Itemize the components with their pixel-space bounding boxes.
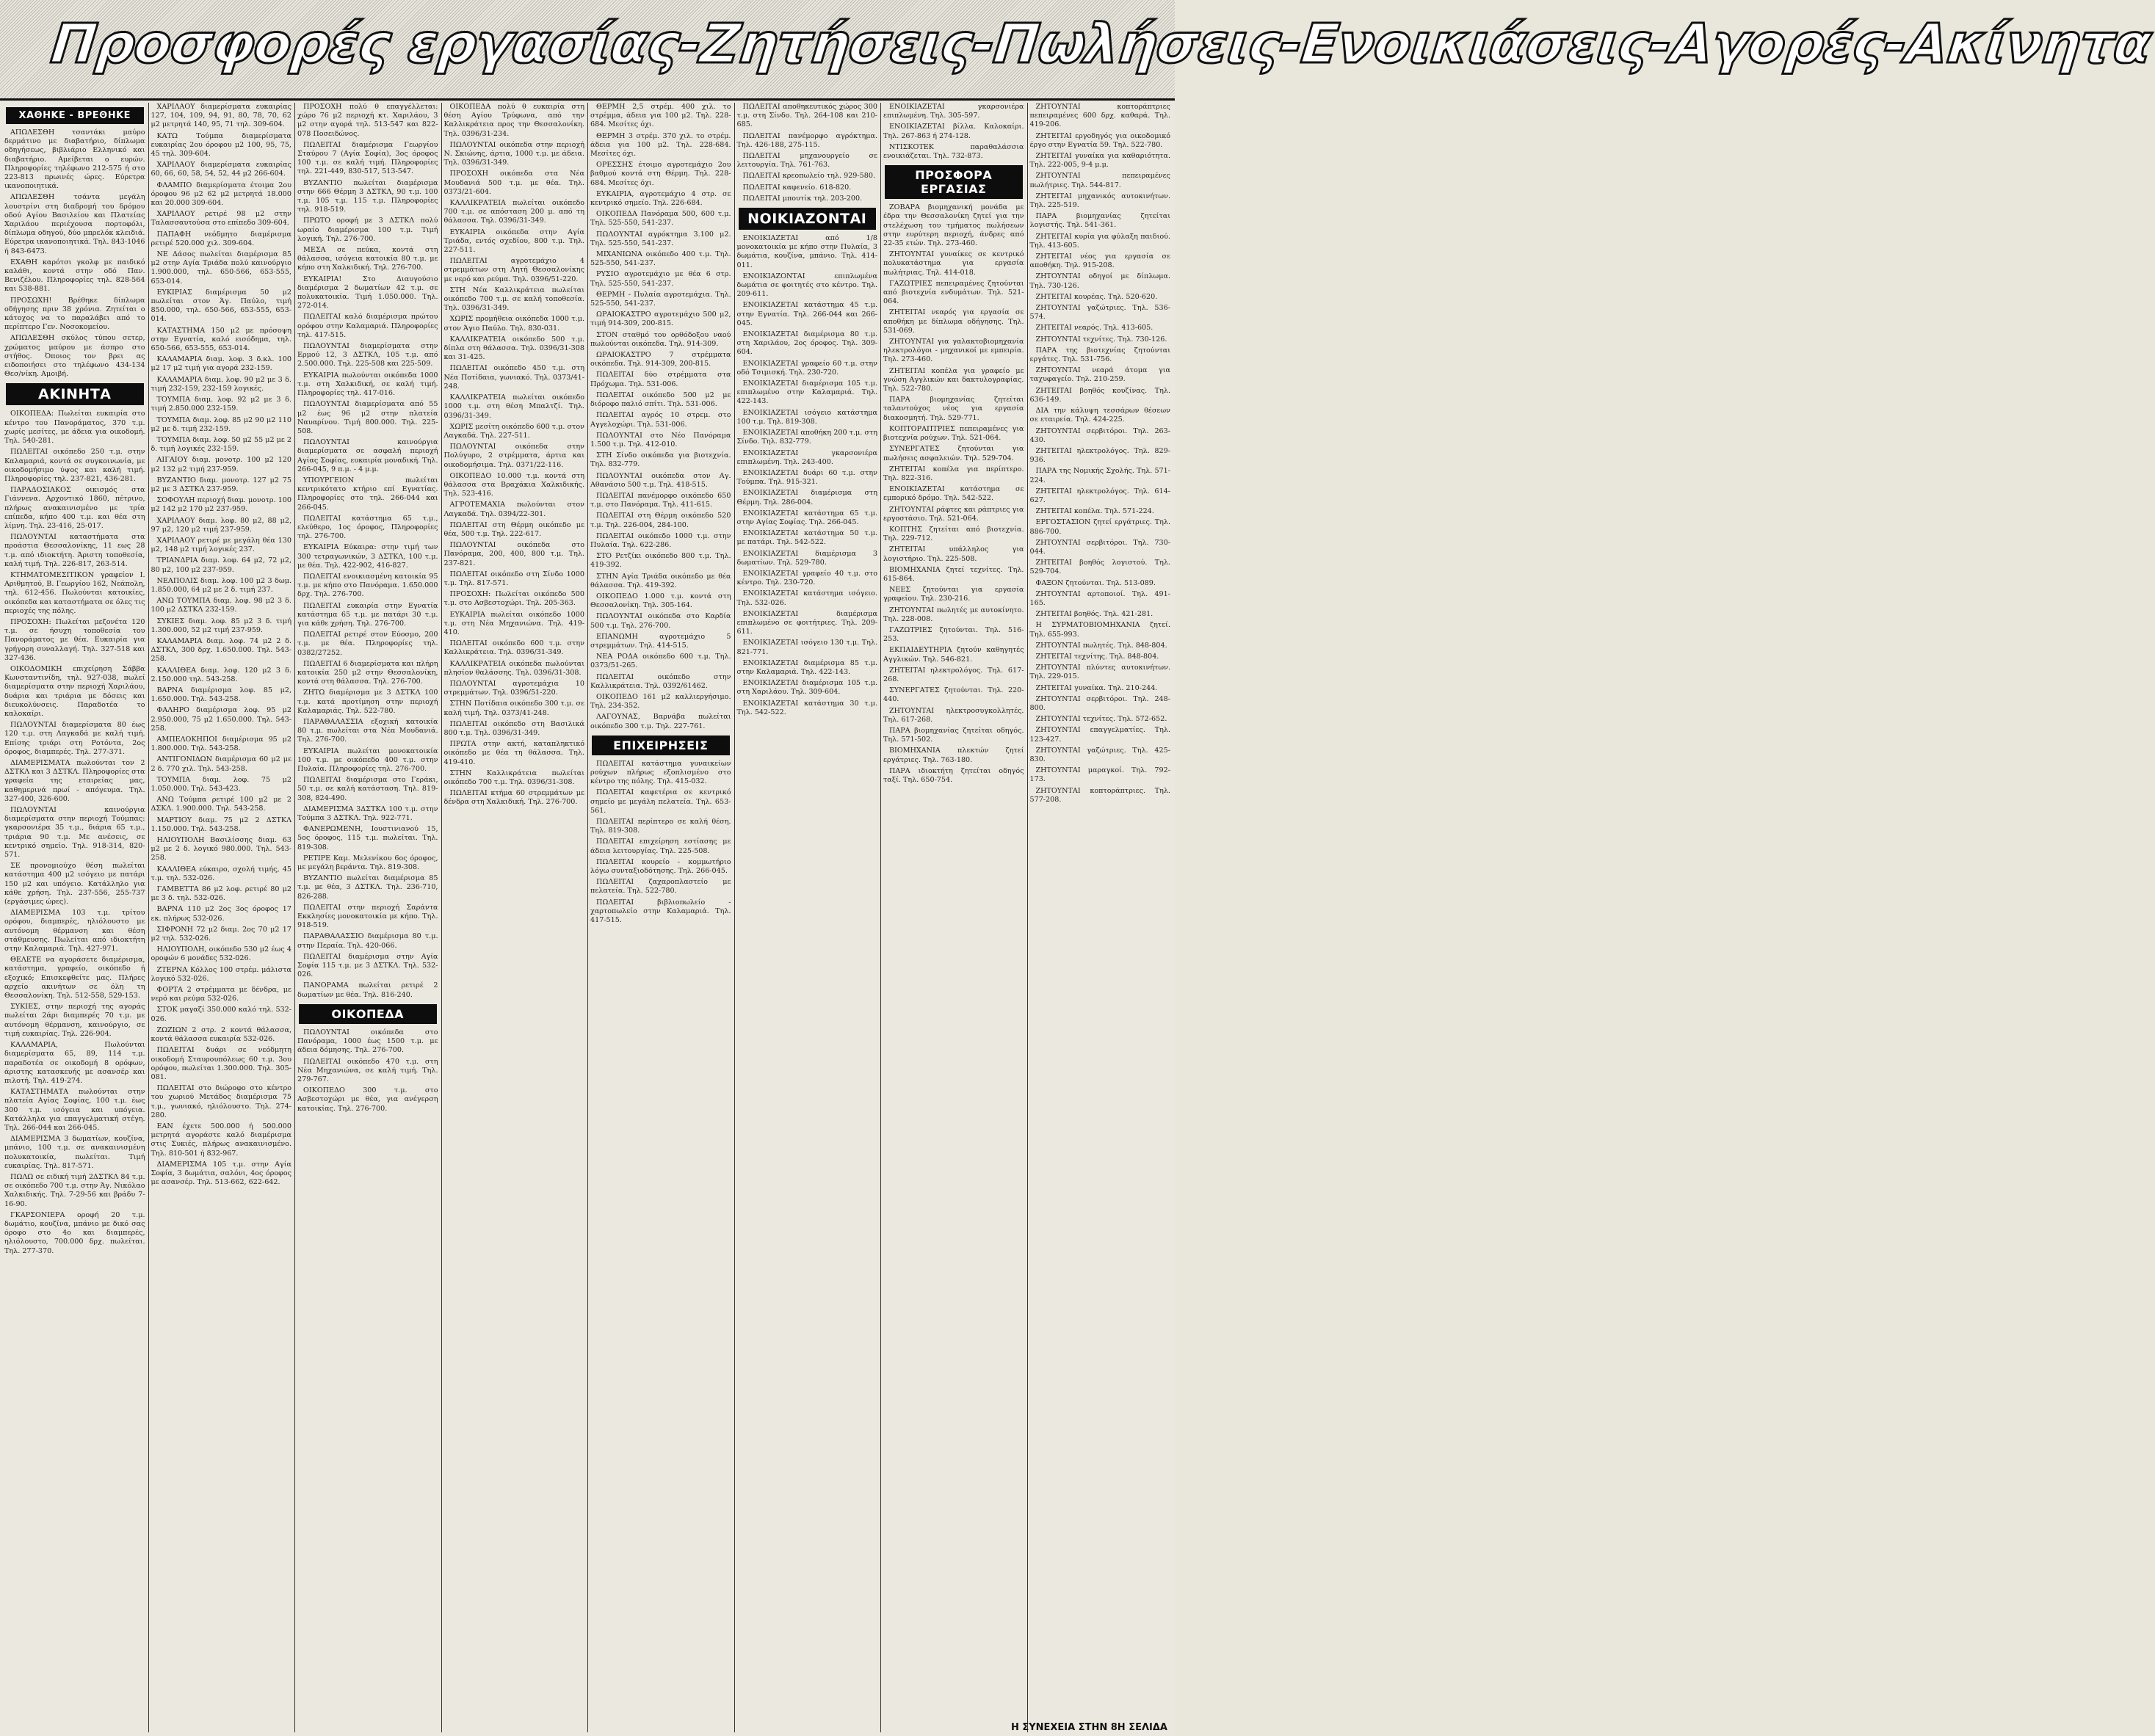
- classified-ad: ΟΙΚΟΔΟΜΙΚΗ επιχείρηση Σάββα Κωνσταντινίδη, τηλ. 927-038, πωλεί διαμερίσματα στην περιοχή Χαριλάου, δυάρια και τριάρια με δόσεις και διευκολύνσεις. Παραδοτέα το καλοκαίρι.: [4, 664, 145, 718]
- classified-ad: ΑΝΩ ΤΟΥΜΠΑ διαμ. λοφ. 98 μ2 3 δ. 100 μ2 ΔΣΤΚΛ 232-159.: [151, 597, 291, 614]
- classified-ad: ΔΙΑΜΕΡΙΣΜΑ 3 δωματίων, κουζίνα, μπάνιο, 100 τ.μ. σε ανακαινισμένη πολυκατοικία, πωλείται. Τιμή ευκαιρίας. Τηλ. 817-571.: [4, 1135, 145, 1170]
- classified-ad: ΚΑΛΛΙΚΡΑΤΕΙΑ οικόπεδα πωλούνται πλησίον θαλάσσης. Τηλ. 0396/31-308.: [443, 659, 584, 677]
- classified-ad: ΚΑΛΛΙΚΡΑΤΕΙΑ πωλείται οικόπεδο 1000 τ.μ. στη θέση Μπαλτζί. Τηλ. 0396/31-349.: [443, 393, 584, 420]
- classified-ad: ΒΙΟΜΗΧΑΝΙΑ ζητεί τεχνίτες. Τηλ. 615-864.: [883, 565, 1024, 583]
- classified-ad: ΑΙΓΑΙΟΥ διαμ. μονοτρ. 100 μ2 120 μ2 132 μ2 τιμή 237-959.: [151, 456, 291, 473]
- classified-ad: ΖΗΤΕΙΤΑΙ κουρέας. Τηλ. 520-620.: [1035, 292, 1158, 301]
- classified-ad: ΖΗΤΕΙΤΑΙ υπάλληλος για λογιστήριο. Τηλ. 225-508.: [883, 545, 1024, 563]
- classified-ad: ΕΝΟΙΚΙΑΖΕΤΑΙ κατάστημα 65 τ.μ. στην Αγίας Σοφίας. Τηλ. 266-045.: [736, 509, 877, 526]
- classified-ad: ΖΗΤΕΙΤΑΙ νεαρός για εργασία σε αποθήκη με δίπλωμα οδήγησης. Τηλ. 531-069.: [883, 308, 1024, 335]
- classified-ad: ΠΩΛΕΙΤΑΙ κτήμα 60 στρεμμάτων με δένδρα στη Χαλκιδική. Τηλ. 276-700.: [443, 789, 584, 807]
- classified-ad: ΘΕΛΕΤΕ να αγοράσετε διαμέρισμα, κατάστημα, γραφείο, οικόπεδο ή εξοχικό; Επισκεφθείτε μας. Πλήρες αρχείο ακινήτων σε όλη τη Θεσσαλονίκη. Τηλ. 512-558, 529-153.: [4, 956, 145, 1000]
- classified-ad: ΜΙΧΑΝΙΩΝΑ οικόπεδο 400 τ.μ. Τηλ. 525-550, 541-237.: [590, 250, 731, 268]
- classified-ad: ΣΤΟ Ρετζίκι οικόπεδο 800 τ.μ. Τηλ. 419-392.: [590, 552, 731, 570]
- classified-ad: ΠΡΟΣΟΧΗ: Πωλείται μεζονέτα 120 τ.μ. σε ήσυχη τοποθεσία του Πανοράματος με θέα. Ευκαιρία για γρήγορη συναλλαγή. Τηλ. 327-518 και 327-436.: [4, 617, 145, 662]
- classified-ad: ΕΥΚΑΙΡΙΑ οικόπεδα στην Αγία Τριάδα, εντός σχεδίου, 800 τ.μ. Τηλ. 227-511.: [443, 228, 584, 255]
- classified-ad: ΒΑΡΝΑ διαμέρισμα λοφ. 85 μ2, 1.650.000. Τηλ. 543-258.: [151, 686, 291, 704]
- classified-column: [151, 103, 292, 1732]
- classified-ad: ΠΩΛΕΙΤΑΙ επιχείρηση εστίασης με άδεια λειτουργίας. Τηλ. 225-508.: [590, 838, 731, 855]
- classified-ad: ΚΑΤΑΣΤΗΜΑ 150 μ2 με πρόσοψη στην Εγνατία, καλό εισόδημα, τηλ. 650-566, 653-555, 653-014.: [151, 326, 291, 353]
- classified-ad: ΖΗΤΕΙΤΑΙ κοπέλα για περίπτερο. Τηλ. 822-316.: [883, 465, 1024, 482]
- classified-ad: ΠΩΛΕΙΤΑΙ ευκαιρία στην Εγνατία κατάστημα 65 τ.μ. με πατάρι 30 τ.μ. για κάθε χρήση. Τηλ. 276-700.: [297, 601, 438, 628]
- classified-ad: ΠΩΛΕΙΤΑΙ στην περιοχή Σαράντα Εκκλησίες μονοκατοικία με κήπο. Τηλ. 918-519.: [297, 903, 438, 930]
- classified-ad: ΖΗΤΟΥΝΤΑΙ οδηγοί με δίπλωμα. Τηλ. 730-126.: [1029, 272, 1170, 290]
- classified-ad: ΕΧΑΘΗ καρότσι γκολφ με παιδικό καλάθι, κοντά στην οδό Παν. Βενιζέλου. Πληροφορίες τηλ. 828-564 και 538-881.: [4, 258, 145, 294]
- classified-ad: ΚΑΛΑΜΑΡΙΑ διαμ. λοφ. 74 μ2 2 δ. ΔΣΤΚΛ, 300 δρχ. 1.650.000. Τηλ. 543-258.: [151, 636, 291, 664]
- classified-ad: ΠΩΛΟΥΝΤΑΙ οικόπεδα στην Πολύγυρο, 2 στρέμματα, άρτια και οικοδομήσιμα. Τηλ. 0371/22-116.: [443, 443, 584, 469]
- classified-ad: ΖΗΤΕΙΤΑΙ γυναίκα για καθαριότητα. Τηλ. 222-005, 9-4 μ.μ.: [1029, 152, 1170, 170]
- classified-ad: ΗΛΙΟΥΠΟΛΗ Βασιλίσσης διαμ. 63 μ2 με 2 δ. λογικό 980.000. Τηλ. 543-258.: [151, 836, 291, 862]
- classified-ad: ΠΩΛΕΙΤΑΙ βιβλιοπωλείο - χαρτοπωλείο στην Καλαμαριά. Τηλ. 417-515.: [590, 898, 731, 925]
- classified-ad: ΥΠΟΥΡΓΕΙΟΝ πωλείται κεντρικότατο κτήριο επί Εγνατίας. Πληροφορίες στο τηλ. 266-044 και 266-045.: [297, 476, 438, 512]
- classified-ad: ΟΙΚΟΠΕΔΟ 1.000 τ.μ. κοντά στη Θεσσαλονίκη. Τηλ. 305-164.: [590, 592, 731, 610]
- classified-ad: ΚΑΤΑΣΤΗΜΑΤΑ πωλούνται στην πλατεία Αγίας Σοφίας, 100 τ.μ. έως 300 τ.μ. ισόγεια και υπόγεια. Κατάλληλα για επαγγελματική στέγη. Τηλ. 266-044 και 266-045.: [4, 1088, 145, 1132]
- classified-ad: ΧΑΡΙΛΑΟΥ διαμ. λοφ. 80 μ2, 88 μ2, 97 μ2, 120 μ2 τιμή 237-959.: [151, 516, 291, 534]
- classified-ad: ΒΥΖΑΝΤΙΟ διαμ. μονοτρ. 127 μ2 75 μ2 με 3 ΔΣΤΚΛ 237-959.: [151, 476, 291, 493]
- classified-ad: ΝΕΑ ΡΟΔΑ οικόπεδο 600 τ.μ. Τηλ. 0373/51-265.: [590, 653, 731, 670]
- classified-ad: ΠΩΛΟΥΝΤΑΙ διαμερίσματα από 55 μ2 έως 96 μ2 στην πλατεία Ναυαρίνου. Τιμή 800.000. Τηλ. 225-508.: [297, 400, 438, 435]
- classified-ad: ΑΠΩΛΕΣΘΗ τσάντα μεγάλη λουστρίνι στη διαδρομή του δρόμου οδού Αγίου Βασιλείου και Πλατείας Χαριλάου περιέχουσα πορτοφόλι, δίπλωμα οδηγού, δύο μπρελόκ κλειδιά. Εύρετρα ικανοποιητικά. Τηλ. 843-1046 ή 843-6473.: [4, 193, 145, 255]
- classified-ad: ΠΑΠΑΦΗ νεόδμητο διαμέρισμα ρετιρέ 520.000 χιλ. 309-604.: [151, 230, 291, 247]
- classified-ad: ΣΟΦΟΥΛΗ περιοχή διαμ. μονοτρ. 100 μ2 142 μ2 170 μ2 237-959.: [151, 496, 291, 514]
- classified-ad: ΣΥΚΙΕΣ, στην περιοχή της αγοράς πωλείται 2άρι διαμπερές 70 τ.μ. με αυτόνομη θέρμανση, καινούργιο, σε τιμή ευκαιρίας. Τηλ. 226-904.: [4, 1003, 145, 1038]
- classified-ad: ΧΑΡΙΛΑΟΥ διαμερίσματα ευκαιρίας 60, 66, 60, 58, 54, 52, 44 μ2 266-604.: [151, 161, 291, 178]
- classified-ad: ΠΩΛΕΙΤΑΙ ενοικιασμένη κατοικία 95 τ.μ. με κήπο στο Πανόραμα. 1.650.000 δρχ. Τηλ. 276-700.: [297, 572, 438, 599]
- classified-ad: ΕΝΟΙΚΙΑΖΕΤΑΙ βίλλα. Καλοκαίρι. Τηλ. 267-863 ή 274-128.: [883, 123, 1024, 140]
- classified-ad: ΕΝΟΙΚΙΑΖΕΤΑΙ γραφείο 40 τ.μ. στο κέντρο. Τηλ. 230-720.: [736, 569, 877, 587]
- classified-ad: ΕΝΟΙΚΙΑΖΕΤΑΙ διαμέρισμα 105 τ.μ. στη Χαριλάου. Τηλ. 309-604.: [736, 679, 877, 697]
- classified-ad: ΕΥΚΑΙΡΙΑ Εύκαιρα: στην τιμή των 300 τετραγωνικών, 3 ΔΣΤΚΛ, 100 τ.μ. με θέα. Τηλ. 422-902, 416-827.: [297, 543, 438, 570]
- classified-ad: ΖΗΤΟΥΝΤΑΙ κοπτοράπτριες. Τηλ. 577-208.: [1029, 786, 1170, 804]
- classified-ad: ΖΗΤΟΥΝΤΑΙ πωλητές με αυτοκίνητο. Τηλ. 228-008.: [883, 606, 1024, 623]
- classified-ad: ΕΝΟΙΚΙΑΖΕΤΑΙ κατάστημα 30 τ.μ. Τηλ. 542-522.: [736, 699, 877, 716]
- classified-ad: ΟΙΚΟΠΕΔΟ 300 τ.μ. στο Ασβεστοχώρι με θέα, για ανέγερση κατοικίας. Τηλ. 276-700.: [297, 1086, 438, 1113]
- classified-ad: ΣΤΗΝ Ποτίδαια οικόπεδο 300 τ.μ. σε καλή τιμή. Τηλ. 0373/41-248.: [443, 700, 584, 717]
- classified-ad: ΠΩΛΕΙΤΑΙ δυάρι σε νεόδμητη οικοδομή Σταυρουπόλεως 60 τ.μ. 3ου ορόφου, πωλείται 1.300.000. Τηλ. 305-081.: [151, 1046, 291, 1081]
- classified-ad: ΠΩΛΕΙΤΑΙ κατάστημα γυναικείων ρούχων πλήρως εξοπλισμένο στο κέντρο της πόλης. Τηλ. 415-032.: [590, 759, 731, 786]
- classified-ad: ΠΑΝΟΡΑΜΑ πωλείται ρετιρέ 2 δωματίων με θέα. Τηλ. 816-240.: [297, 981, 438, 999]
- classified-ad: ΠΩΛΟΥΝΤΑΙ οικόπεδα στον Αγ. Αθανάσιο 500 τ.μ. Τηλ. 418-515.: [590, 471, 731, 489]
- classified-ad: ΔΙΑΜΕΡΙΣΜΑ 105 τ.μ. στην Αγία Σοφία, 3 δωμάτια, σαλόνι, 4ος όροφος με ασανσέρ. Τηλ. 513-662, 622-642.: [151, 1160, 291, 1187]
- classified-ad: ΟΙΚΟΠΕΔΑ πολύ θ ευκαιρία στη θέση Αγίου Τρύφωνα, από την Καλλικράτεια προς την Θεσσαλονίκη. Τηλ. 0396/31-234.: [443, 103, 584, 138]
- classified-ad: ΟΙΚΟΠΕΔΑ: Πωλείται ευκαιρία στο κέντρο του Πανοράματος, 370 τ.μ. χωρίς μεσίτες, με άδεια για οικοδομή. Τηλ. 540-281.: [4, 410, 145, 446]
- classified-ad: ΕΝΟΙΚΙΑΖΕΤΑΙ διαμέρισμα 85 τ.μ. στην Καλαμαριά. Τηλ. 422-143.: [736, 658, 877, 676]
- classified-ad: ΛΑΓΟΥΝΑΣ, Βαρνάβα πωλείται οικόπεδο 300 τ.μ. Τηλ. 227-761.: [590, 713, 731, 730]
- column-rule: [1027, 103, 1028, 1732]
- classified-ad: ΣΥΚΙΕΣ διαμ. λοφ. 85 μ2 3 δ. τιμή 1.300.000, 52 μ2 τιμή 237-959.: [151, 617, 291, 634]
- classified-ad: ΜΕΣΑ σε πεύκα, κοντά στη θάλασσα, ισόγεια κατοικία 80 τ.μ. με κήπο στη Χαλκιδική. Τηλ. 276-700.: [297, 246, 438, 272]
- classified-ad: ΖΗΤΕΙΤΑΙ κοπέλα για γραφείο με γνώση Αγγλικών και δακτυλογραφίας. Τηλ. 522-780.: [883, 366, 1024, 393]
- classified-ad: ΖΗΤΟΥΝΤΑΙ τεχνίτες. Τηλ. 730-126.: [1035, 335, 1167, 344]
- classified-column: [4, 103, 145, 1732]
- classified-ad: ΠΩΛΟΥΝΤΑΙ στο Νέο Πανόραμα 1.500 τ.μ. Τηλ. 412-010.: [590, 431, 731, 448]
- classified-ad: ΠΩΛΕΙΤΑΙ 6 διαμερίσματα και πλήρη κατοικία 250 μ2 στην Θεσσαλονίκη, κοντά στη θάλασσα. Τηλ. 276-700.: [297, 659, 438, 686]
- classified-ad: ΧΩΡΙΣ μεσίτη οικόπεδο 600 τ.μ. στον Λαγκαδά. Τηλ. 227-511.: [443, 422, 584, 440]
- classified-ad: ΠΩΛΟΥΝΤΑΙ οικόπεδα στην περιοχή Ν. Σκιώνης, άρτια, 1000 τ.μ. με άδεια. Τηλ. 0396/31-349.: [443, 140, 584, 167]
- classified-ad: ΘΕΡΜΗ 3 στρέμ. 370 χιλ. το στρέμ. άδεια για 100 μ2. Τηλ. 228-684. Μεσίτες όχι.: [590, 131, 731, 159]
- classified-ad: ΠΩΛΕΙΤΑΙ διαμέρισμα στο Γεράκι, 50 τ.μ. σε καλή κατάσταση. Τηλ. 819-308, 824-490.: [297, 776, 438, 802]
- classified-ad: ΣΙΦΡΟΝΗ 72 μ2 διαμ. 2ος 70 μ2 17 μ2 τηλ. 532-026.: [151, 925, 291, 943]
- classified-column: [737, 103, 878, 1732]
- classified-ad: ΚΟΠΤΗΣ ζητείται από βιοτεχνία. Τηλ. 229-712.: [883, 525, 1024, 543]
- classified-ad: ΖΗΤΟΥΝΤΑΙ γαζώτριες. Τηλ. 536-574.: [1029, 304, 1170, 322]
- classified-ad: ΖΗΤΟΥΝΤΑΙ αρτοποιοί. Τηλ. 491-165.: [1029, 589, 1170, 607]
- classified-ad: ΖΗΤΕΙΤΑΙ ηλεκτρολόγος. Τηλ. 829-936.: [1029, 446, 1170, 465]
- classified-ad: ΖΗΤΟΥΝΤΑΙ ηλεκτροσυγκολλητές. Τηλ. 617-268.: [883, 706, 1024, 724]
- classified-ad: ΚΑΛΛΙΘΕΑ εύκαιρο, σχολή τιμής, 45 τ.μ. τηλ. 532-026.: [151, 865, 291, 882]
- classified-ad: ΒΥΖΑΝΤΙΟ πωλείται διαμέρισμα 85 τ.μ. με θέα, 3 ΔΣΤΚΛ. Τηλ. 236-710, 826-288.: [297, 874, 438, 901]
- classified-ad: ΠΩΛΟΥΝΤΑΙ καινούργια διαμερίσματα σε ασφαλή περιοχή Αγίας Σοφίας, ευκαιρία μοναδική. Τηλ. 266-045, 9 π.μ. - 4 μ.μ.: [297, 438, 438, 473]
- column-rule: [148, 103, 149, 1732]
- classified-ad: ΠΩΛΕΙΤΑΙ οικόπεδο 250 τ.μ. στην Καλαμαριά, κοντά σε συγκοινωνία, με οικοδομήσιμο ύψος και καλή τιμή. Πληροφορίες τηλ. 237-821, 436-281.: [4, 448, 145, 483]
- classified-ad: ΩΡΑΙΟΚΑΣΤΡΟ αγροτεμάχιο 500 μ2, τιμή 914-309, 200-815.: [590, 310, 731, 328]
- classified-ad: ΖΤΕΡΝΑ Κόλλος 100 στρέμ. μάλιστα λογικό 532-026.: [151, 965, 291, 983]
- classified-ad: ΤΟΥΜΠΑ διαμ. λοφ. 75 μ2 1.050.000. Τηλ. 543-423.: [151, 775, 291, 793]
- classified-ad: ΣΤΗΝ Αγία Τριάδα οικόπεδο με θέα θάλασσα. Τηλ. 419-392.: [590, 572, 731, 589]
- classified-ad: ΠΩΛΕΙΤΑΙ αγρός 10 στρεμ. στο Αγγελοχώρι. Τηλ. 531-006.: [590, 411, 731, 429]
- classified-column: [1030, 103, 1171, 1732]
- classified-ad: ΤΟΥΜΠΑ διαμ. λοφ. 50 μ2 55 μ2 με 2 δ. τιμή λογικές 232-159.: [151, 435, 291, 454]
- column-rule: [441, 103, 442, 1732]
- classified-ad: ΠΩΛΕΙΤΑΙ πανέμορφο αγρόκτημα. Τηλ. 426-188, 275-115.: [736, 131, 877, 149]
- classified-ad: ΠΑΡΑΔΟΣΙΑΚΟΣ οικισμός στα Γιάννενα. Αρχοντικό 1860, πέτρινο, πλήρως ανακαινισμένο με τρία επίπεδα, κήπο 400 τ.μ. και θέα στη λίμνη. Τηλ. 23-416, 25-017.: [4, 486, 145, 530]
- classified-ad: ΖΗΤΕΙΤΑΙ κοπέλα. Τηλ. 571-224.: [1035, 507, 1154, 516]
- classified-ad: ΖΗΤΟΥΝΤΑΙ ράφτες και ράπτριες για εργοστάσιο. Τηλ. 521-064.: [883, 505, 1024, 523]
- classified-ad: ΝΕ Δάσος πωλείται διαμέρισμα 85 μ2 στην Αγία Τριάδα πολύ καινούργιο 1.900.000, τηλ. 650-566, 653-555, 653-014.: [151, 250, 291, 286]
- classified-ad: ΔΙΑΜΕΡΙΣΜΑ 3ΔΣΤΚΛ 100 τ.μ. στην Τούμπα 3 ΔΣΤΚΛ. Τηλ. 922-771.: [297, 805, 438, 823]
- classified-ad: ΦΟΡΤΑ 2 στρέμματα με δένδρα, με νερό και ρεύμα 532-026.: [151, 986, 291, 1003]
- classified-ad: ΠΑΡΑ βιομηχανίας ζητείται λογιστής. Τηλ. 541-361.: [1029, 212, 1170, 230]
- classified-ad: ΧΑΡΙΛΑΟΥ ρετιρέ με μεγάλη θέα 130 μ2, 148 μ2 τιμή λογικές 237.: [151, 536, 291, 554]
- classified-ad: ΠΩΛΕΙΤΑΙ καφετέρια σε κεντρικό σημείο με μεγάλη πελατεία. Τηλ. 653-561.: [590, 788, 731, 815]
- classified-ad: ΣΥΝΕΡΓΑΤΕΣ ζητούνται για πωλήσεις ασφαλειών. Τηλ. 529-704.: [883, 445, 1024, 462]
- classified-ad: ΠΩΛΕΙΤΑΙ αγροτεμάχιο 4 στρεμμάτων στη Λητή Θεσσαλονίκης με νερό και ρεύμα. Τηλ. 0396/51-220.: [443, 257, 584, 283]
- classified-ad: ΖΗΤΕΙΤΑΙ ηλεκτρολόγος. Τηλ. 614-627.: [1029, 487, 1170, 504]
- classified-ad: ΕΥΚΑΙΡΙΑ πωλούνται οικόπεδα 1000 τ.μ. στη Χαλκιδική, σε καλή τιμή. Πληροφορίες τηλ. 417-016.: [297, 371, 438, 398]
- classified-ad: ΚΑΛΑΜΑΡΙΑ διαμ. λοφ. 3 δ.κλ. 100 μ2 17 μ2 τιμή για αγορά 232-159.: [151, 355, 291, 373]
- classified-ad: ΠΩΛΕΙΤΑΙ ρετιρέ στον Εύοσμο, 200 τ.μ. με θέα. Πληροφορίες τηλ. 0382/27252.: [297, 631, 438, 657]
- classified-ad: Η ΣΥΡΜΑΤΟΒΙΟΜΗΧΑΝΙΑ ζητεί. Τηλ. 655-993.: [1029, 621, 1170, 639]
- classified-ad: ΠΡΩΤΟ οροφή με 3 ΔΣΤΚΛ πολύ ωραίο διαμέρισμα 100 τ.μ. Τιμή λογική. Τηλ. 276-700.: [297, 217, 438, 243]
- classified-ad: ΠΩΛΕΙΤΑΙ μπουτίκ τηλ. 203-200.: [742, 194, 863, 203]
- classified-ad: ΝΤΙΣΚΟΤΕΚ παραθαλάσσια ενοικιάζεται. Τηλ. 732-873.: [883, 142, 1024, 161]
- classified-ad: ΚΑΛΑΜΑΡΙΑ, Πωλούνται διαμερίσματα 65, 89, 114 τ.μ. παραδοτέα σε οικοδομή 8 ορόφων, άριστης κατασκευής με ασανσέρ και πιλοτή. Τηλ. 419-274.: [4, 1041, 145, 1085]
- classified-ad: ΤΟΥΜΠΑ διαμ. λοφ. 85 μ2 90 μ2 110 μ2 με δ. τιμή 232-159.: [151, 415, 291, 433]
- classified-ad: ΠΩΛΕΙΤΑΙ διαμέρισμα στην Αγία Σοφία 115 τ.μ. με 3 ΔΣΤΚΛ. Τηλ. 532-026.: [297, 952, 438, 979]
- classified-ad: ΔΙΑ την κάλυψη τεσσάρων θέσεων σε εταιρεία. Τηλ. 424-225.: [1029, 407, 1170, 424]
- classified-ad: ΠΩΛΕΙΤΑΙ δύο στρέμματα στα Πρόχωμα. Τηλ. 531-006.: [590, 371, 731, 388]
- classified-ad: ΠΩΛΕΙΤΑΙ καλό διαμέρισμα πρώτου ορόφου στην Καλαμαριά. Πληροφορίες τηλ. 417-515.: [297, 313, 438, 339]
- classified-ad: ΑΜΠΕΛΟΚΗΠΟΙ διαμέρισμα 95 μ2 1.800.000. Τηλ. 543-258.: [151, 736, 291, 753]
- classified-ad: ΠΑΡΑ βιομηχανίας ζητείται ταλαντούχος νέος για εργασία διακοσμητή. Τηλ. 529-771.: [883, 396, 1024, 422]
- classified-ad: ΠΩΛΕΙΤΑΙ οικόπεδο στη Βασιλικά 800 τ.μ. Τηλ. 0396/31-349.: [443, 719, 584, 737]
- classified-ad: ΣΤΟΚ μαγαζί 350.000 καλό τηλ. 532-026.: [151, 1006, 291, 1023]
- classified-ad: ΕΝΟΙΚΙΑΖΕΤΑΙ δυάρι 60 τ.μ. στην Τούμπα. Τηλ. 915-321.: [736, 468, 877, 487]
- classified-ad: ΦΛΑΜΠΟ διαμερίσματα έτοιμα 2ου όροφου 96 μ2 62 μ2 μετρητά 18.000 και 20.000 309-604.: [151, 181, 291, 208]
- classified-ad: ΠΩΛΕΙΤΑΙ οικόπεδο 1000 τ.μ. στην Πυλαία. Τηλ. 622-286.: [590, 531, 731, 549]
- section-heading: ΠΡΟΣΦΟΡΑ ΕΡΓΑΣΙΑΣ: [885, 165, 1023, 199]
- classified-ad: ΟΙΚΟΠΕΔΟ 161 μ2 καλλιεργήσιμο. Τηλ. 234-352.: [590, 692, 731, 711]
- classified-ad: ΚΑΤΩ Τούμπα διαμερίσματα ευκαιρίας 2ου όροφου μ2 100, 95, 75, 45 τηλ. 309-604.: [151, 131, 291, 159]
- classifieds-columns: [4, 103, 1170, 1732]
- classified-ad: ΖΗΤΕΙΤΑΙ νέος για εργασία σε αποθήκη. Τηλ. 915-208.: [1029, 253, 1170, 270]
- classified-ad: ΖΟΒΑΡΑ βιομηχανική μονάδα με έδρα την Θεσσαλονίκη ζητεί για την στελέχωση του τμήματος πωλήσεων στην ευρύτερη περιοχή, άνδρες από 22-35 ετών. Τηλ. 273-460.: [883, 203, 1024, 248]
- classified-ad: ΠΩΛΟΥΝΤΑΙ καινούργια διαμερίσματα στην περιοχή Τούμπας: γκαρσονιέρα 35 τ.μ., διάρια 65 τ.μ., τριάρια 90 τ.μ. Με ανέσεις, σε κεντρικό σημείο. Τηλ. 918-314, 820-571.: [4, 806, 145, 860]
- classified-ad: ΓΑΜΒΕΤΤΑ 86 μ2 λοφ. ρετιρέ 80 μ2 με 3 δ. τηλ. 532-026.: [151, 885, 291, 903]
- classified-ad: ΕΝΟΙΚΙΑΖΕΤΑΙ ισόγειο κατάστημα 100 τ.μ. Τηλ. 819-308.: [736, 408, 877, 426]
- classified-column: [297, 103, 438, 1732]
- classified-ad: ΖΗΤΕΙΤΑΙ μηχανικός αυτοκινήτων. Τηλ. 225-519.: [1029, 192, 1170, 210]
- classified-ad: ΖΗΤΕΙΤΑΙ γυναίκα. Τηλ. 210-244.: [1035, 683, 1158, 692]
- classified-ad: ΖΗΤΕΙΤΑΙ βοηθός. Τηλ. 421-281.: [1035, 610, 1153, 619]
- classified-ad: ΒΑΡΝΑ 110 μ2 2ος 3ος όροφος 17 εκ. πλήρως 532-026.: [151, 905, 291, 923]
- classified-ad: ΕΝΟΙΚΙΑΖΕΤΑΙ διαμέρισμα στη Θέρμη. Τηλ. 286-004.: [736, 489, 877, 506]
- classified-ad: ΖΗΤΟΥΝΤΑΙ για γαλακτοβιομηχανία ηλεκτρολόγοι - μηχανικοί με εμπειρία. Τηλ. 273-460.: [883, 338, 1024, 364]
- classified-ad: ΖΗΤΕΙΤΑΙ ηλεκτρολόγος. Τηλ. 617-268.: [883, 666, 1024, 683]
- classified-ad: ΚΑΛΛΙΚΡΑΤΕΙΑ πωλείται οικόπεδο 700 τ.μ. σε απόσταση 200 μ. από τη θάλασσα. Τηλ. 0396/31-349.: [443, 199, 584, 225]
- classified-ad: ΖΗΤΟΥΝΤΑΙ πεπειραμένες πωλήτριες. Τηλ. 544-817.: [1029, 172, 1170, 189]
- classified-ad: ΠΩΛΕΙΤΑΙ κρεοπωλείο τηλ. 929-580.: [742, 172, 876, 181]
- classified-ad: ΖΗΤΕΙΤΑΙ νεαρός. Τηλ. 413-605.: [1035, 324, 1153, 333]
- classified-ad: ΦΑΝΕΡΩΜΕΝΗ, Ιουστινιανού 15, 5ος όροφος, 115 τ.μ. πωλείται. Τηλ. 819-308.: [297, 825, 438, 851]
- classified-ad: ΦΑΛΗΡΟ διαμέρισμα λοφ. 95 μ2 2.950.000, 75 μ2 1.650.000. Τηλ. 543-258.: [151, 706, 291, 733]
- classified-ad: ΠΩΛΕΙΤΑΙ οικόπεδο 450 τ.μ. στη Νέα Ποτίδαια, γωνιακό. Τηλ. 0373/41-248.: [443, 364, 584, 391]
- classified-ad: ΖΗΤΟΥΝΤΑΙ πλύντες αυτοκινήτων. Τηλ. 229-015.: [1029, 664, 1170, 681]
- classified-ad: ΖΗΤΕΙΤΑΙ τεχνίτης. Τηλ. 848-804.: [1035, 652, 1159, 661]
- classifieds-banner: [0, 0, 2154, 101]
- section-heading: ΕΠΙΧΕΙΡΗΣΕΙΣ: [592, 736, 730, 755]
- classified-ad: ΠΩΛΕΙΤΑΙ στη Θέρμη οικόπεδο με θέα, 500 τ.μ. Τηλ. 222-617.: [443, 520, 584, 538]
- classified-column: [590, 103, 731, 1732]
- classified-ad: ΖΗΤΟΥΝΤΑΙ επαγγελματίες. Τηλ. 123-427.: [1029, 726, 1170, 744]
- classified-ad: ΣΤΟΝ σταθμό του ορθόδοξου ναού πωλούνται οικόπεδα. Τηλ. 914-309.: [590, 330, 731, 348]
- classified-ad: ΦΑΞΟΝ ζητούνται. Τηλ. 513-089.: [1035, 578, 1156, 587]
- classified-ad: ΖΗΤΟΥΝΤΑΙ σερβιτόροι. Τηλ. 263-430.: [1029, 426, 1170, 444]
- classified-column: [444, 103, 585, 1732]
- classified-ad: ΑΝΤΙΓΟΝΙΔΩΝ διαμέρισμα 60 μ2 με 2 δ. 770 χιλ. Τηλ. 543-258.: [151, 755, 291, 773]
- classified-ad: ΣΕ προνομιούχο θέση πωλείται κατάστημα 400 μ2 ισόγειο με πατάρι 150 μ2 και υπόγειο. Κατάλληλο για κάθε χρήση. Τηλ. 237-556, 255-737 (εργάσιμες ώρες).: [4, 862, 145, 907]
- classified-ad: ΠΩΛΟΥΝΤΑΙ διαμερίσματα 80 έως 120 τ.μ. στη Λαγκαδά με καλή τιμή. Επίσης τριάρι στη Ροτόντα, 2ος όροφος, διαμπερές. Τηλ. 277-371.: [4, 721, 145, 756]
- section-heading: ΝΟΙΚΙΑΖΟΝΤΑΙ: [739, 208, 877, 230]
- classified-ad: ΖΗΤΩ διαμέρισμα με 3 ΔΣΤΚΛ 100 τ.μ. κατά προτίμηση στην περιοχή Καλαμαριάς. Τηλ. 522-780.: [297, 689, 438, 715]
- classified-ad: ΑΠΩΛΕΣΘΗ τσαντάκι μαύρο δερμάτινο με διαβατήριο, δίπλωμα οδηγήσεως, βιβλιάριο Ελληνικό και διαβατήριο. Αμείβεται ο ευρών. Πληροφορίες τηλέφωνο 212-575 ή στο 223-813 πρωινές ώρες. Εύρετρα ικανοποιητικά.: [4, 128, 145, 191]
- classified-ad: ΠΩΛΩ σε ειδική τιμή 2ΔΣΤΚΛ 84 τ.μ. σε οικόπεδο 700 τ.μ. στην Άγ. Νικόλαο Χαλκιδικής. Τηλ. 7-29-56 και βράδυ 7-16-90.: [4, 1172, 145, 1208]
- section-heading: ΧΑΘΗΚΕ - ΒΡΕΘΗΚΕ: [6, 107, 144, 124]
- classified-ad: ΖΗΤΟΥΝΤΑΙ σερβιτόροι. Τηλ. 730-044.: [1029, 538, 1170, 556]
- classified-ad: ΓΚΑΡΣΟΝΙΕΡΑ οροφή 20 τ.μ. δωμάτιο, κουζίνα, μπάνιο με δικό σας όροφο στο 4ο και διαμπερές, ηλιόλουστο, 700.000 δρχ. πωλείται. Τηλ. 277-370.: [4, 1210, 145, 1255]
- classified-ad: ΠΡΟΣΩΧΗ! Βρέθηκε δίπλωμα οδήγησης πριν 38 χρόνια. Ζητείται ο κάτοχος να το παραλάβει από το περίπτερο Γεν. Νοσοκομείου.: [4, 296, 145, 332]
- classified-ad: ΕΝΟΙΚΙΑΖΕΤΑΙ αποθήκη 200 τ.μ. στη Σίνδο. Τηλ. 832-779.: [736, 429, 877, 446]
- classified-ad: ΠΩΛΕΙΤΑΙ διαμέρισμα Γεωργίου Σταύρου 7 (Αγία Σοφία), 3ος όροφος 100 τ.μ. σε καλή τιμή. Πληροφορίες τηλ. 221-449, 830-517, 513-547.: [297, 140, 438, 176]
- classified-ad: ΚΤΗΜΑΤΟΜΕΣΙΤΙΚΟΝ γραφείον Ι. Αριθμητού, Β. Γεωργίου 162, Νεάπολη, τηλ. 612-456. Πωλούνται κατοικίες, οικόπεδα και καταστήματα σε όλες τις περιοχές της πόλης.: [4, 570, 145, 615]
- classified-ad: ΖΗΤΕΙΤΑΙ εργοδηγός για οικοδομικό έργο στην Εγνατία 59. Τηλ. 522-780.: [1029, 131, 1170, 149]
- classified-ad: ΚΑΛΛΙΘΕΑ διαμ. λοφ. 120 μ2 3 δ. 2.150.000 τηλ. 543-258.: [151, 666, 291, 683]
- classified-ad: ΠΩΛΕΙΤΑΙ οικόπεδο στη Σίνδο 1000 τ.μ. Τηλ. 817-571.: [443, 570, 584, 587]
- column-rule: [587, 103, 588, 1732]
- classified-ad: ΖΗΤΟΥΝΤΑΙ γαζώτριες. Τηλ. 425-830.: [1029, 746, 1170, 763]
- classified-ad: ΠΩΛΕΙΤΑΙ μηχανουργείο σε λειτουργία. Τηλ. 761-763.: [736, 152, 877, 170]
- classified-ad: ΗΛΙΟΥΠΟΛΗ, οικόπεδο 530 μ2 έως 4 οροφών 6 μονάδες 532-026.: [151, 945, 291, 963]
- classified-ad: ΠΩΛΟΥΝΤΑΙ διαμερίσματα στην Ερμού 12, 3 ΔΣΤΚΛ, 105 τ.μ. από 2.500.000. Τηλ. 225-508 και 225-509.: [297, 342, 438, 368]
- classified-ad: ΕΥΚΑΙΡΙΑ, αγροτεμάχιο 4 στρ. σε κεντρικό σημείο. Τηλ. 226-684.: [590, 189, 731, 208]
- classified-ad: ΑΓΡΟΤΕΜΑΧΙΑ πωλούνται στον Λαγκαδά. Τηλ. 0394/22-301.: [443, 501, 584, 518]
- classified-ad: ΠΩΛΕΙΤΑΙ αποθηκευτικός χώρος 300 τ.μ. στη Σίνδο. Τηλ. 264-108 και 210-685.: [736, 103, 877, 129]
- classified-ad: ΖΩΖΙΩΝ 2 στρ. 2 κοντά θάλασσα, κοντά θάλασσα ευκαιρία 532-026.: [151, 1025, 291, 1044]
- classified-ad: ΖΗΤΟΥΝΤΑΙ νεαρά άτομα για ταχυφαγείο. Τηλ. 210-259.: [1029, 366, 1170, 384]
- classified-ad: ΖΗΤΟΥΝΤΑΙ σερβιτόροι. Τηλ. 248-800.: [1029, 694, 1170, 712]
- classified-ad: ΠΑΡΑΘΑΛΑΣΣΙΟ διαμέρισμα 80 τ.μ. στην Περαία. Τηλ. 420-066.: [297, 932, 438, 950]
- classified-ad: ΕΝΟΙΚΙΑΖΕΤΑΙ κατάστημα 45 τ.μ. στην Εγνατία. Τηλ. 266-044 και 266-045.: [736, 301, 877, 327]
- classified-ad: ΖΗΤΕΙΤΑΙ βοηθός λογιστού. Τηλ. 529-704.: [1029, 559, 1170, 576]
- classified-ad: ΟΙΚΟΠΕΔΑ Πανόραμα 500, 600 τ.μ. Τηλ. 525-550, 541-237.: [590, 210, 731, 228]
- classified-ad: ΕΝΟΙΚΙΑΖΕΤΑΙ διαμέρισμα 3 δωματίων. Τηλ. 529-780.: [736, 549, 877, 567]
- classified-ad: ΣΤΗ Σίνδο οικόπεδα για βιοτεχνία. Τηλ. 832-779.: [590, 451, 731, 469]
- classified-ad: ΧΩΡΙΣ προμήθεια οικόπεδα 1000 τ.μ. στον Άγιο Παύλο. Τηλ. 830-031.: [443, 315, 584, 333]
- classified-ad: ΠΡΟΣΟΧΗ πολύ θ επαγγέλλεται: χώρο 76 μ2 περιοχή κτ. Χαριλάου, 3 μ2 στην αγορά τηλ. 513-547 και 822-078 Ποσειδώνος.: [297, 103, 438, 138]
- classified-ad: ΠΩΛΕΙΤΑΙ οικόπεδο 470 τ.μ. στη Νέα Μηχανιώνα, σε καλή τιμή. Τηλ. 279-767.: [297, 1057, 438, 1083]
- classified-column: [883, 103, 1024, 1732]
- classified-ad: ΠΩΛΕΙΤΑΙ κουρείο - κομμωτήριο λόγω συνταξιοδότησης. Τηλ. 266-045.: [590, 857, 731, 876]
- classified-ad: ΕΝΟΙΚΙΑΖΕΤΑΙ γκαρσονιέρα επιπλωμένη. Τηλ. 305-597.: [883, 103, 1024, 120]
- classified-ad: ΜΑΡΤΙΟΥ διαμ. 75 μ2 2 ΔΣΤΚΛ 1.150.000. Τηλ. 543-258.: [151, 816, 291, 833]
- classified-ad: ΠΩΛΕΙΤΑΙ οικόπεδο 500 μ2 με διόροφο παλιό σπίτι. Τηλ. 531-006.: [590, 391, 731, 409]
- classified-ad: ΕΑΝ έχετε 500.000 ή 500.000 μετρητά αγοράστε καλό διαμέρισμα στις Συκιές, πλήρως ανακαινισμένο. Τηλ. 810-501 ή 832-967.: [151, 1122, 291, 1158]
- column-rule: [734, 103, 735, 1732]
- classified-ad: ΚΟΠΤΟΡΑΠΤΡΙΕΣ πεπειραμένες για βιοτεχνία ρούχων. Τηλ. 521-064.: [883, 424, 1024, 443]
- classified-ad: ΕΥΚΑΙΡΙΑ! Στο Διαυγούσιο διαμέρισμα 2 δωματίων 42 τ.μ. σε πολυκατοικία. Τιμή 1.050.000. Τηλ. 272-014.: [297, 275, 438, 310]
- classified-ad: ΝΕΑΠΟΛΙΣ διαμ. λοφ. 100 μ2 3 δωμ. 1.850.000, 64 μ2 με 2 δ. τιμή 237.: [151, 576, 291, 594]
- classified-ad: ΕΝΟΙΚΙΑΖΕΤΑΙ διαμέρισμα 105 τ.μ. επιπλωμένο στην Καλαμαριά. Τηλ. 422-143.: [736, 379, 877, 406]
- classified-ad: ΠΡΟΣΟΧΗ οικόπεδα στα Νέα Μουδανιά 500 τ.μ. με θέα. Τηλ. 0373/21-604.: [443, 170, 584, 196]
- section-heading: ΟΙΚΟΠΕΔΑ: [299, 1004, 437, 1024]
- classified-ad: ΑΠΩΛΕΣΘΗ σκύλος τύπου σετερ, χρώματος μαύρου με άσπρο στο στήθος. Όποιος τον βρει ας ειδοποιήσει στο τηλέφωνο 434-134 Θεσ/νίκη. Αμοιβή.: [4, 334, 145, 379]
- classified-ad: ΕΝΟΙΚΙΑΖΕΤΑΙ κατάστημα 50 τ.μ. με πατάρι. Τηλ. 542-522.: [736, 529, 877, 547]
- classified-ad: ΓΑΖΩΤΡΙΕΣ πεπειραμένες ζητούνται από βιοτεχνία ενδυμάτων. Τηλ. 521-064.: [883, 279, 1024, 306]
- classified-ad: ΠΑΡΑ βιομηχανίας ζητείται οδηγός. Τηλ. 571-502.: [883, 726, 1024, 744]
- classified-ad: ΠΩΛΕΙΤΑΙ πανέμορφο οικόπεδο 650 τ.μ. στο Πανόραμα. Τηλ. 411-615.: [590, 491, 731, 509]
- classified-ad: ΖΗΤΕΙΤΑΙ κυρία για φύλαξη παιδιού. Τηλ. 413-605.: [1029, 232, 1170, 250]
- classified-ad: ΚΑΛΑΜΑΡΙΑ διαμ. λοφ. 90 μ2 με 3 δ. τιμή 232-159, 232-159 λογικές.: [151, 375, 291, 393]
- classified-ad: ΡΥΣΙΟ αγροτεμάχιο με θέα 6 στρ. Τηλ. 525-550, 541-237.: [590, 270, 731, 288]
- classified-ad: ΠΩΛΕΙΤΑΙ περίπτερο σε καλή θέση. Τηλ. 819-308.: [590, 818, 731, 835]
- classified-ad: ΓΑΖΩΤΡΙΕΣ ζητούνται. Τηλ. 516-253.: [883, 625, 1024, 644]
- classified-ad: ΕΚΠΑΙΔΕΥΤΗΡΙΑ ζητούν καθηγητές Αγγλικών. Τηλ. 546-821.: [883, 646, 1024, 664]
- classified-ad: ΠΩΛΕΙΤΑΙ κατάστημα 65 τ.μ., ελεύθερο, 1ος όροφος, Πληροφορίες τηλ. 276-700.: [297, 514, 438, 541]
- classified-ad: ΠΡΟΣΟΧΗ: Πωλείται οικόπεδο 500 τ.μ. στο Ασβεστοχώρι. Τηλ. 205-363.: [443, 590, 584, 608]
- classified-ad: ΠΩΛΟΥΝΤΑΙ οικόπεδα στο Καρδία 500 τ.μ. Τηλ. 276-700.: [590, 612, 731, 630]
- classified-ad: ΖΗΤΕΙΤΑΙ βοηθός κουζίνας. Τηλ. 636-149.: [1029, 386, 1170, 404]
- classified-ad: ΕΝΟΙΚΙΑΖΕΤΑΙ γκαρσονιέρα επιπλωμένη. Τηλ. 243-400.: [736, 448, 877, 466]
- column-rule: [880, 103, 881, 1732]
- classified-ad: ΠΩΛΕΙΤΑΙ ζαχαροπλαστείο με πελατεία. Τηλ. 522-780.: [590, 878, 731, 896]
- classified-ad: ΩΡΑΙΟΚΑΣΤΡΟ 7 στρέμματα οικόπεδα. Τηλ. 914-309, 200-815.: [590, 351, 731, 368]
- classified-ad: ΕΠΑΝΩΜΗ αγροτεμάχιο 5 στρεμμάτων. Τηλ. 414-515.: [590, 632, 731, 650]
- classified-ad: ΡΕΤΙΡΕ Καμ. Μελενίκου 6ος όροφος, με μεγάλη βεράντα. Τηλ. 819-308.: [297, 854, 438, 872]
- section-heading: ΑΚΙΝΗΤΑ: [6, 383, 144, 405]
- classified-ad: ΧΑΡΙΛΑΟΥ ρετιρέ 98 μ2 στην Ταλασσαυτούσα στο επίπεδο 309-604.: [151, 210, 291, 228]
- classified-ad: ΕΥΚΑΙΡΙΑ πωλείται οικόπεδο 1000 τ.μ. στη Νέα Μηχανιώνα. Τηλ. 419-410.: [443, 610, 584, 636]
- classified-ad: ΠΩΛΕΙΤΑΙ στο διώροφο στο κέντρο του χωριού Μετάδος διαμέρισμα 75 τ.μ., γωνιακό, ηλιόλουστο. Τηλ. 274-280.: [151, 1084, 291, 1119]
- classified-ad: ΤΟΥΜΠΑ διαμ. λοφ. 92 μ2 με 3 δ. τιμή 2.850.000 232-159.: [151, 396, 291, 413]
- classified-ad: ΠΑΡΑ της Νομικής Σχολής. Τηλ. 571-224.: [1029, 467, 1170, 484]
- classified-ad: ΕΝΟΙΚΙΑΖΕΤΑΙ διαμέρισμα 80 τ.μ. στη Χαριλάου, 2ος όροφος. Τηλ. 309-604.: [736, 330, 877, 357]
- classified-ad: ΕΝΟΙΚΙΑΖΟΝΤΑΙ επιπλωμένα δωμάτια σε φοιτητές στο κέντρο. Τηλ. 209-611.: [736, 272, 877, 299]
- classified-ad: ΕΝΟΙΚΙΑΖΕΤΑΙ διαμέρισμα επιπλωμένο σε φοιτήτριες. Τηλ. 209-611.: [736, 609, 877, 636]
- column-rule: [294, 103, 295, 1732]
- classified-ad: ΖΗΤΟΥΝΤΑΙ πωλητές. Τηλ. 848-804.: [1035, 641, 1167, 650]
- classified-ad: ΠΩΛΟΥΝΤΑΙ καταστήματα στα προάστια Θεσσαλονίκης, 11 εως 28 τ.μ. από ιδιοκτήτη. Άριστη τοποθεσία, καλή τιμή. Τηλ. 226-817, 263-514.: [4, 533, 145, 568]
- classified-ad: ΔΙΑΜΕΡΙΣΜΑΤΑ πωλούνται τον 2 ΔΣΤΚΛ και 3 ΔΣΤΚΛ. Πληροφορίες στα γραφεία της εταιρείας μας, καθημερινά πρωί - απόγευμα. Τηλ. 327-400, 326-600.: [4, 759, 145, 803]
- classified-ad: ΠΑΡΑΘΑΛΑΣΣΙΑ εξοχική κατοικία 80 τ.μ. πωλείται στα Νέα Μουδανιά. Τηλ. 276-700.: [297, 718, 438, 744]
- classified-ad: ΝΕΕΣ ζητούνται για εργασία γραφείου. Τηλ. 230-216.: [883, 586, 1024, 603]
- classified-ad: ΕΡΓΟΣΤΑΣΙΟΝ ζητεί εργάτριες. Τηλ. 886-700.: [1029, 518, 1170, 536]
- classified-ad: ΣΤΗ Νέα Καλλικράτεια πωλείται οικόπεδο 700 τ.μ. σε καλή τοποθεσία. Τηλ. 0396/31-349.: [443, 286, 584, 313]
- classified-ad: ΟΙΚΟΠΕΔΟ 10.000 τ.μ. κοντά στη θάλασσα στα Βραχάκια Χαλκιδικής. Τηλ. 523-416.: [443, 471, 584, 498]
- classified-ad: ΠΩΛΕΙΤΑΙ στη Θέρμη οικόπεδο 520 τ.μ. Τηλ. 226-004, 284-100.: [590, 512, 731, 529]
- classified-ad: ΖΗΤΟΥΝΤΑΙ τεχνίτες. Τηλ. 572-652.: [1035, 715, 1167, 724]
- classified-ad: ΚΑΛΛΙΚΡΑΤΕΙΑ οικόπεδο 500 τ.μ. δίπλα στη θάλασσα. Τηλ. 0396/31-308 και 31-425.: [443, 335, 584, 362]
- classified-ad: ΟΡΕΣΣΗΣ έτοιμο αγροτεμάχιο 2ου βαθμού κοντά στη Θέρμη. Τηλ. 228-684. Μεσίτες όχι.: [590, 161, 731, 187]
- classified-ad: ΒΥΖΑΝΤΙΟ πωλείται διαμέρισμα στην 666 Θέρμη 3 ΔΣΤΚΛ, 90 τ.μ. 100 τ.μ. 105 τ.μ. 115 τ.μ. Πληροφορίες τηλ. 918-519.: [297, 178, 438, 214]
- classified-ad: ΠΩΛΟΥΝΤΑΙ οικόπεδα στο Πανόραμα, 200, 400, 800 τ.μ. Τηλ. 237-821.: [443, 541, 584, 567]
- classified-ad: ΠΩΛΕΙΤΑΙ καφενείο. 618-820.: [742, 183, 852, 192]
- classified-ad: ΖΗΤΟΥΝΤΑΙ μαραγκοί. Τηλ. 792-173.: [1029, 766, 1170, 784]
- classified-ad: ΠΑΡΑ της βιοτεχνίας ζητούνται εργάτες. Τηλ. 531-756.: [1029, 346, 1170, 364]
- classified-ad: ΒΙΟΜΗΧΑΝΙΑ πλεκτών ζητεί εργάτριες. Τηλ. 763-180.: [883, 747, 1024, 764]
- classified-ad: ΠΩΛΟΥΝΤΑΙ οικόπεδα στο Πανόραμα, 1000 έως 1500 τ.μ. με άδεια δόμησης. Τηλ. 276-700.: [297, 1028, 438, 1055]
- classified-ad: ΕΥΚΑΙΡΙΑ πωλείται μονοκατοικία 100 τ.μ. με οικόπεδο 400 τ.μ. στην Πυλαία. Πληροφορίες τηλ. 276-700.: [297, 747, 438, 774]
- classified-ad: ΘΕΡΜΗ - Πυλαία αγροτεμάχια. Τηλ. 525-550, 541-237.: [590, 290, 731, 308]
- classified-ad: ΑΝΩ Τούμπα ρετιρέ 100 μ2 με 2 ΔΣΚΛ. 1.900.000. Τηλ. 543-258.: [151, 796, 291, 813]
- classified-ad: ΖΗΤΟΥΝΤΑΙ κοπτοράπτριες πεπειραμένες 600 δρχ. καθαρά. Τηλ. 419-206.: [1029, 103, 1170, 129]
- classified-ad: ΕΥΚΙΡΙΑΣ διαμέρισμα 50 μ2 πωλείται στον Άγ. Παύλο, τιμή 850.000, τηλ. 650-566, 653-555, 653-014.: [151, 288, 291, 324]
- classified-ad: ΠΩΛΟΥΝΤΑΙ αγρόκτημα 3.100 μ2. Τηλ. 525-550, 541-237.: [590, 230, 731, 247]
- classified-ad: ΧΑΡΙΛΑΟΥ διαμερίσματα ευκαιρίας 127, 104, 109, 94, 91, 80, 78, 70, 62 μ2 μετρητά 140, 95, 71 τηλ. 309-604.: [151, 103, 291, 129]
- classified-ad: ΘΕΡΜΗ 2,5 στρέμ. 400 χιλ. το στρέμμα, άδεια για 100 μ2. Τηλ. 228-684. Μεσίτες όχι.: [590, 103, 731, 129]
- classified-ad: ΕΝΟΙΚΙΑΖΕΤΑΙ γραφείο 60 τ.μ. στην οδό Τσιμισκή. Τηλ. 230-720.: [736, 359, 877, 377]
- classified-ad: ΠΡΩΤΑ στην ακτή, καταπληκτικό οικόπεδο με θέα τη θάλασσα. Τηλ. 419-410.: [443, 740, 584, 766]
- classified-ad: ΕΝΟΙΚΙΑΖΕΤΑΙ κατάστημα σε εμπορικό δρόμο. Τηλ. 542-522.: [883, 485, 1024, 503]
- classified-ad: ΠΩΛΕΙΤΑΙ οικόπεδο 600 τ.μ. στην Καλλικράτεια. Τηλ. 0396/31-349.: [443, 639, 584, 657]
- continuation-note: Η ΣΥΝΕΧΕΙΑ ΣΤΗΝ 8Η ΣΕΛΙΔΑ: [1010, 1722, 1167, 1733]
- banner-title: Προσφορές εργασίας-Ζητήσεις-Πωλήσεις-Ενοικιάσεις-Αγορές-Ακίνητα: [48, 12, 2154, 76]
- classified-ad: ΕΝΟΙΚΙΑΖΕΤΑΙ ισόγειο 130 τ.μ. Τηλ. 821-771.: [736, 639, 877, 656]
- classified-ad: ΣΤΗΝ Καλλικράτεια πωλείται οικόπεδο 700 τ.μ. Τηλ. 0396/31-308.: [443, 769, 584, 787]
- classified-ad: ΖΗΤΟΥΝΤΑΙ γυναίκες σε κεντρικό πολυκατάστημα για εργασία πωλήτριας. Τηλ. 414-018.: [883, 250, 1024, 277]
- classified-ad: ΤΡΙΑΝΔΡΙΑ διαμ. λοφ. 64 μ2, 72 μ2, 80 μ2, 100 μ2 237-959.: [151, 556, 291, 574]
- classified-ad: ΠΩΛΟΥΝΤΑΙ αγροτεμάχια 10 στρεμμάτων. Τηλ. 0396/51-220.: [443, 679, 584, 697]
- classified-ad: ΕΝΟΙΚΙΑΖΕΤΑΙ κατάστημα ισόγειο. Τηλ. 532-026.: [736, 589, 877, 607]
- classified-ad: ΕΝΟΙΚΙΑΖΕΤΑΙ από 1/8 μονοκατοικία με κήπο στην Πυλαία, 3 δωμάτια, κουζίνα, μπάνιο. Τηλ. 414-011.: [736, 234, 877, 269]
- classified-ad: ΣΥΝΕΡΓΑΤΕΣ ζητούνται. Τηλ. 220-440.: [883, 686, 1024, 704]
- classified-ad: ΠΩΛΕΙΤΑΙ οικόπεδο στην Καλλικράτεια. Τηλ. 0392/61462.: [590, 672, 731, 690]
- classified-ad: ΠΑΡΑ ιδιοκτήτη ζητείται οδηγός ταξί. Τηλ. 650-754.: [883, 766, 1024, 784]
- classified-ad: ΔΙΑΜΕΡΙΣΜΑ 103 τ.μ. τρίτου ορόφου, διαμπερές, ηλιόλουστο με αυτόνομη θέρμανση και θέση στάθμευσης. Πωλείται από ιδιοκτήτη στην Καλαμαριά. Τηλ. 427-971.: [4, 909, 145, 954]
